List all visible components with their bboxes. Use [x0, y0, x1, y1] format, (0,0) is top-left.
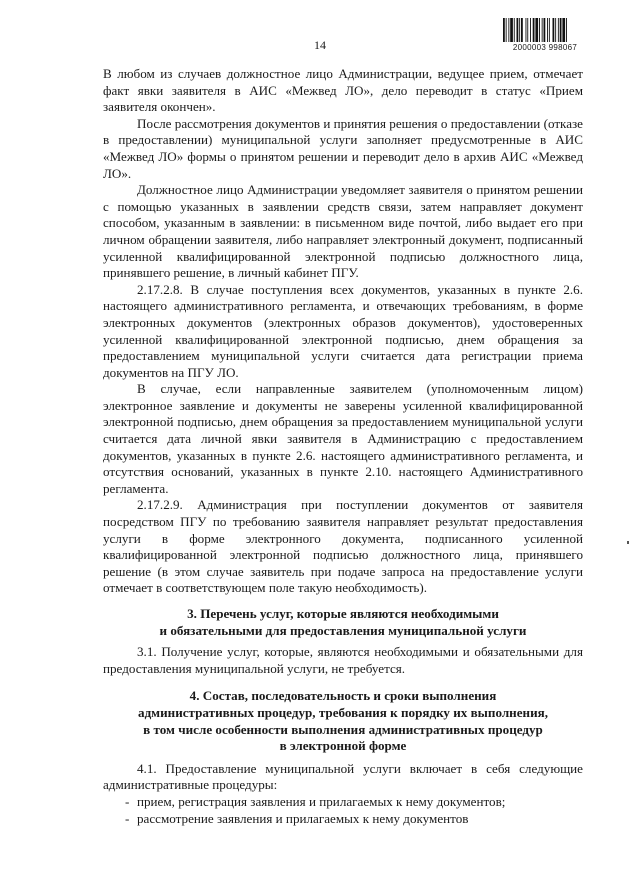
section-3-heading-line: и обязательными для предоставления муниципальной услуги — [159, 622, 527, 638]
section-3-heading — [103, 606, 583, 639]
margin-mark — [627, 541, 629, 544]
section-3-text: 3.1. Получение услуг, которые, являются необходимыми и обязательными для предоставления муниципальной услуги, не требуется. — [103, 644, 583, 676]
paragraph-3: Должностное лицо Администрации уведомляет заявителя о принятом решении с помощью указанных в заявлении средств связи, затем направляет документ способом, указанным в заявлении: в письменном виде почтой, либо выдает его при личном обращении заявителя, либо направляет электронный документ, подписанный усиленной квалифицированной электронной подписью должностного лица, принявшего решение, в личный кабинет ПГУ. — [103, 182, 583, 281]
list-item-text: прием, регистрация заявления и прилагаемых к нему документов; — [137, 793, 506, 809]
list-item — [103, 811, 583, 828]
section-4-heading-line: 4. Состав, последовательность и сроки выполнения — [189, 688, 497, 704]
document-body — [103, 66, 583, 827]
paragraph-6: 2.17.2.9. Администрация при поступлении документов от заявителя посредством ПГУ по требованию заявителя направляет результат предоставления услуги в форме электронного документа, подписанного усиленной квалифицированной электронной подписью должностного лица, принявшего решение (в этом случае заявитель при подаче запроса на предоставление услуги отмечает в соответствующем поле такую необходимость). — [103, 497, 583, 596]
section-3-heading-line: 3. Перечень услуг, которые являются необходимыми — [187, 606, 499, 621]
paragraph-5: В случае, если направленные заявителем (уполномоченным лицом) электронное заявление и документы не заверены усиленной квалифицированной электронной подписью, днем обращения за предоставлением муниципальной услуги считается дата личной явки заявителя в Администрацию с предоставлением документов, указанных в пункте 2.6. настоящего административного регламента, и отсутствия оснований, указанных в пункте 2.10. настоящего Административного регламента. — [103, 381, 583, 496]
barcode-number: 2000003 998067 — [502, 43, 588, 52]
list-item-text: рассмотрение заявления и прилагаемых к нему документов — [137, 810, 469, 826]
section-4-heading-line: административных процедур, требования к порядку их выполнения, — [138, 704, 548, 720]
paragraph-2: После рассмотрения документов и принятия решения о предоставлении (отказе в предоставлении) муниципальной услуги заполняет предусмотренные в АИС «Межвед ЛО» формы о принятом решении и переводит дело в архив АИС «Межвед ЛО». — [103, 115, 583, 181]
section-4-heading-line: в электронной форме — [279, 738, 407, 754]
section-4-intro: 4.1. Предоставление муниципальной услуги включает в себя следующие административные процедуры: — [103, 760, 583, 793]
section-4-heading — [103, 688, 583, 754]
list-dash: - — [125, 810, 130, 826]
page-number: 14 — [314, 38, 326, 52]
section-4-heading-line: в том числе особенности выполнения административных процедур — [143, 721, 543, 737]
paragraph-1: В любом из случаев должностное лицо Администрации, ведущее прием, отмечает факт явки заявителя в АИС «Межвед ЛО», дело переводит в статус «Прием заявителя окончен». — [103, 66, 583, 115]
paragraph-4: 2.17.2.8. В случае поступления всех документов, указанных в пункте 2.6. настоящего административного регламента, и отвечающих требованиям, в форме электронных документов (электронных образов документов), удостоверенных усиленной квалифицированной электронной подписью, днем обращения за предоставлением муниципальной услуги считается дата регистрации приема документов на ПГУ ЛО. — [103, 281, 583, 380]
list-dash: - — [125, 793, 130, 809]
list-item — [103, 794, 583, 811]
